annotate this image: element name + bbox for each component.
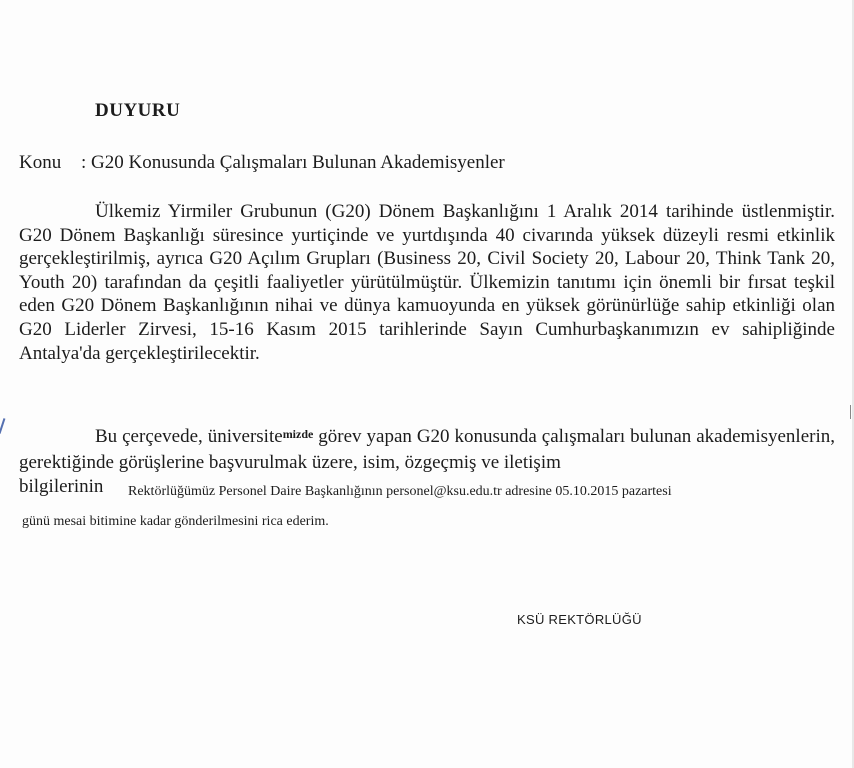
paragraph-2-part2: görev yapan G20 konusunda çalışmaları bulunan akademisyenlerin, gerektiğinde görüşlerine başvurulmak üzere, isim, özgeçmiş ve iletişim <box>19 426 835 473</box>
paragraph-2 <box>19 425 835 475</box>
scan-mark <box>0 418 5 434</box>
document-title: DUYURU <box>95 100 181 121</box>
subject-text: : G20 Konusunda Çalışmaları Bulunan Akademisyenler <box>81 152 505 173</box>
subject-label: Konu <box>19 152 62 173</box>
handwritten-insert: mizde <box>282 427 314 441</box>
typed-insert-line-1: Rektörlüğümüz Personel Daire Başkanlığının personel@ksu.edu.tr adresine 05.10.2015 pazartesi <box>128 484 672 499</box>
scan-mark <box>850 405 851 419</box>
paragraph-1: Ülkemiz Yirmiler Grubunun (G20) Dönem Başkanlığını 1 Aralık 2014 tarihinde üstlenmiştir. G20 Dönem Başkanlığı süresince yurtiçinde ve yurtdışında 40 civarında yüksek düzeyli resmi etkinlik gerçekleştirilmiş, ayrıca G20 Açılım Grupları (Business 20, Civil Society 20, Labour 20, Think Tank 20, Youth 20) tarafından da çeşitli faaliyetler yürütülmüştür. Ülkemizin tanıtımı için önemli bir fırsat teşkil eden G20 Dönem Başkanlığının nihai ve dünya kamuoyunda en yüksek görünürlüğe sahip etkinliği olan G20 Liderler Zirvesi, 15-16 Kasım 2015 tarihlerinde Sayın Cumhurbaşkanımızın ev sahipliğinde Antalya'da gerçekleştirilecektir. <box>19 201 835 364</box>
typed-insert-line-2: günü mesai bitimine kadar gönderilmesini rica ederim. <box>22 514 329 529</box>
signature-block: KSÜ REKTÖRLÜĞÜ <box>517 612 642 627</box>
paragraph-2-part1: Bu çerçevede, üniversite <box>95 426 283 447</box>
subject-line <box>19 152 505 174</box>
paragraph-2-last-word: bilgilerinin <box>19 476 104 497</box>
